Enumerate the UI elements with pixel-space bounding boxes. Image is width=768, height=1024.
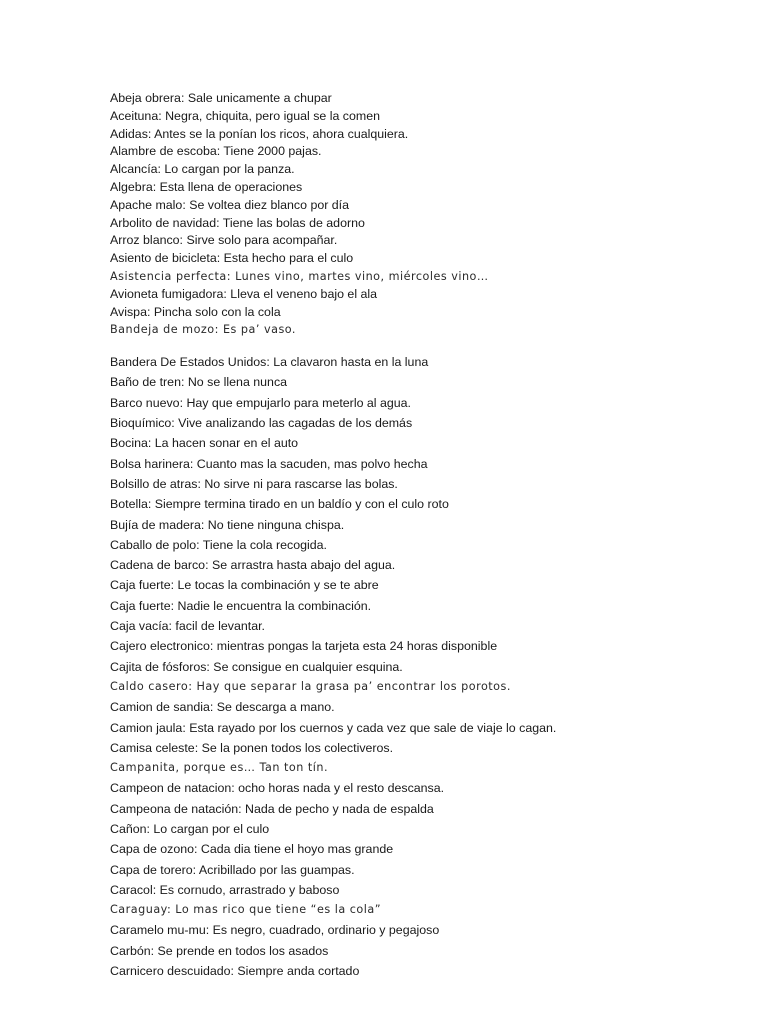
text-line: Campeona de natación: Nada de pecho y nada de espalda [110, 801, 434, 816]
text-line: Caja vacía: facil de levantar. [110, 619, 265, 634]
text-line: Barco nuevo: Hay que empujarlo para meterlo al agua. [110, 395, 411, 410]
text-line: Baño de tren: No se llena nunca [110, 375, 288, 390]
text-line: Adidas: Antes se la ponían los ricos, ahora cualquiera. [110, 126, 409, 141]
text-line: Cañon: Lo cargan por el culo [110, 821, 270, 836]
text-line: Campanita, porque es… Tan ton tín. [110, 761, 329, 775]
text-line: Caballo de polo: Tiene la cola recogida. [110, 537, 327, 552]
text-line: Alambre de escoba: Tiene 2000 pajas. [110, 144, 322, 159]
text-line: Bocina: La hacen sonar en el auto [110, 436, 299, 451]
text-line: Botella: Siempre termina tirado en un baldío y con el culo roto [110, 497, 449, 512]
text-line: Caracol: Es cornudo, arrastrado y baboso [110, 882, 340, 897]
text-line: Campeon de natacion: ocho horas nada y el resto descansa. [110, 781, 445, 796]
text-line: Cajita de fósforos: Se consigue en cualquier esquina. [110, 659, 403, 674]
text-line: Bandeja de mozo: Es pa’ vaso. [110, 323, 296, 337]
text-line: Algebra: Esta llena de operaciones [110, 179, 303, 194]
text-line: Bandera De Estados Unidos: La clavaron hasta en la luna [110, 355, 429, 370]
text-line: Cajero electronico: mientras pongas la tarjeta esta 24 horas disponible [110, 639, 498, 654]
text-line: Bujía de madera: No tiene ninguna chispa. [110, 517, 345, 532]
text-line: Arroz blanco: Sirve solo para acompañar. [110, 233, 338, 248]
text-line: Cadena de barco: Se arrastra hasta abajo del agua. [110, 558, 396, 573]
text-line: Alcancía: Lo cargan por la panza. [110, 162, 295, 177]
text-line: Caldo casero: Hay que separar la grasa pa’ encontrar los porotos. [110, 679, 511, 693]
text-line: Arbolito de navidad: Tiene las bolas de adorno [110, 215, 365, 230]
document-page [110, 90, 730, 981]
text-line: Asistencia perfecta: Lunes vino, martes vino, miércoles vino… [110, 269, 489, 283]
text-line: Caja fuerte: Nadie le encuentra la combinación. [110, 598, 372, 613]
text-line: Caja fuerte: Le tocas la combinación y se te abre [110, 578, 379, 593]
text-line: Camisa celeste: Se la ponen todos los colectiveros. [110, 740, 394, 755]
text-line: Aceituna: Negra, chiquita, pero igual se la comen [110, 108, 380, 123]
text-line: Avioneta fumigadora: Lleva el veneno bajo el ala [110, 286, 378, 301]
text-line: Bolsillo de atras: No sirve ni para rascarse las bolas. [110, 476, 398, 491]
text-line: Bioquímico: Vive analizando las cagadas de los demás [110, 416, 413, 431]
text-line: Camion jaula: Esta rayado por los cuernos y cada vez que sale de viaje lo cagan. [110, 720, 557, 735]
entry-list-b [110, 352, 730, 981]
text-line: Capa de ozono: Cada dia tiene el hoyo mas grande [110, 842, 394, 857]
text-line: Capa de torero: Acribillado por las guampas. [110, 862, 355, 877]
text-line: Carnicero descuidado: Siempre anda cortado [110, 964, 360, 979]
text-line: Bolsa harinera: Cuanto mas la sacuden, mas polvo hecha [110, 456, 428, 471]
text-line: Caramelo mu-mu: Es negro, cuadrado, ordinario y pegajoso [110, 923, 440, 938]
text-line: Camion de sandia: Se descarga a mano. [110, 700, 335, 715]
text-line: Carbón: Se prende en todos los asados [110, 943, 329, 958]
text-line: Abeja obrera: Sale unicamente a chupar [110, 91, 332, 105]
text-line: Asiento de bicicleta: Esta hecho para el culo [110, 251, 354, 266]
text-line: Caraguay: Lo mas rico que tiene “es la cola” [110, 903, 382, 917]
text-line: Apache malo: Se voltea diez blanco por día [110, 197, 350, 212]
entry-list-a [110, 90, 730, 339]
text-line: Avispa: Pincha solo con la cola [110, 304, 281, 319]
